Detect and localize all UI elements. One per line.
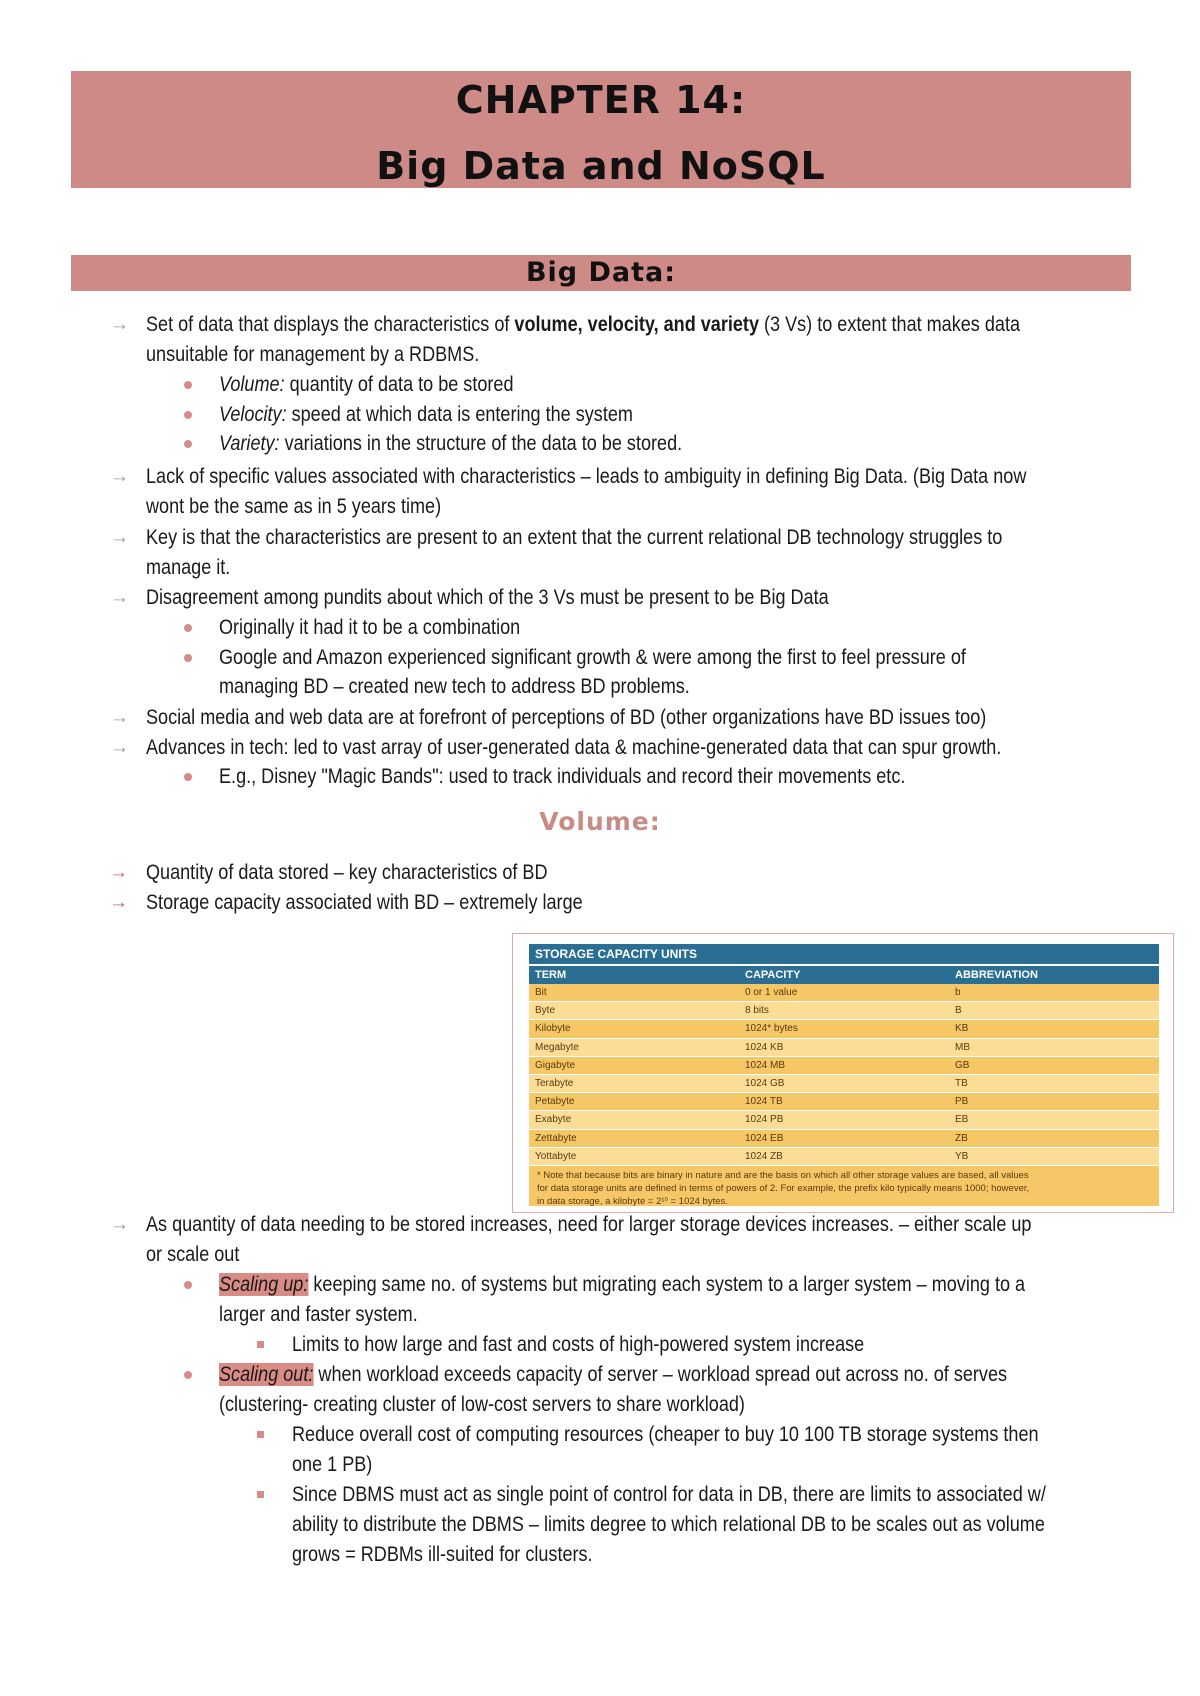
table-row: Yottabyte 1024 ZB YB	[529, 1148, 1159, 1166]
ambiguity-text: Lack of specific values associated with characteristics – leads to ambiguity in defining Big Data. (Big Data now	[146, 465, 1027, 488]
column-header-capacity: CAPACITY	[745, 969, 801, 981]
advances-text: Advances in tech: led to vast array of user-generated data & machine-generated data that can spur growth.	[146, 736, 1002, 759]
scaling-out-sub-1: Reduce overall cost of computing resources (cheaper to buy 10 100 TB storage systems then	[292, 1423, 1039, 1446]
arrow-bullet-icon: →	[109, 892, 128, 913]
bullet-icon	[184, 440, 192, 448]
big-data-heading: Big Data:	[71, 255, 1131, 291]
arrow-bullet-icon: →	[110, 527, 129, 548]
scaling-up-sub-1: Limits to how large and fast and costs of high-powered system increase	[292, 1333, 865, 1356]
volume-item: Volume: quantity of data to be stored	[219, 373, 514, 396]
table-row: Byte 8 bits B	[529, 1002, 1159, 1020]
arrow-bullet-icon: →	[109, 862, 128, 883]
advances-sub-1: E.g., Disney "Magic Bands": used to track individuals and record their movements etc.	[219, 765, 906, 788]
table-title: STORAGE CAPACITY UNITS	[529, 944, 1159, 964]
big-data-definition-cont: unsuitable for management by a RDBMS.	[146, 343, 480, 366]
arrow-bullet-icon: →	[110, 314, 129, 335]
disagreement-sub-2: Google and Amazon experienced significant growth & were among the first to feel pressure of	[219, 646, 966, 669]
column-header-abbreviation: ABBREVIATION	[955, 969, 1038, 981]
table-row: Zettabyte 1024 EB ZB	[529, 1130, 1159, 1148]
table-row: Petabyte 1024 TB PB	[529, 1093, 1159, 1111]
column-header-term: TERM	[535, 969, 567, 981]
arrow-bullet-icon: →	[110, 587, 129, 608]
key-characteristics-text: Key is that the characteristics are present to an extent that the current relational DB technology struggles to	[146, 526, 1003, 549]
square-bullet-icon	[257, 1341, 264, 1348]
variety-item: Variety: variations in the structure of the data to be stored.	[219, 432, 683, 455]
velocity-item: Velocity: speed at which data is entering the system	[219, 403, 633, 426]
arrow-bullet-icon: →	[110, 466, 129, 487]
table-row: Kilobyte 1024* bytes KB	[529, 1020, 1159, 1038]
bullet-icon	[184, 654, 192, 662]
arrow-bullet-icon: →	[110, 707, 129, 728]
key-characteristics-text-cont: manage it.	[146, 556, 231, 579]
disagreement-sub-1: Originally it had it to be a combination	[219, 616, 521, 639]
volume-point-1: Quantity of data stored – key characteristics of BD	[146, 861, 548, 884]
scale-text-cont: or scale out	[146, 1243, 240, 1266]
chapter-title: Big Data and NoSQL	[376, 144, 826, 188]
table-row: Exabyte 1024 PB EB	[529, 1111, 1159, 1129]
scaling-out-sub-2-cont-2: grows = RDBMs ill-suited for clusters.	[292, 1543, 593, 1566]
scaling-up-item: Scaling up: keeping same no. of systems but migrating each system to a larger system – moving to a	[219, 1273, 1026, 1296]
table-row: Terabyte 1024 GB TB	[529, 1075, 1159, 1093]
chapter-number: CHAPTER 14:	[455, 78, 747, 122]
arrow-bullet-icon: →	[110, 737, 129, 758]
scaling-out-item-cont: (clustering- creating cluster of low-cost servers to share workload)	[219, 1393, 745, 1416]
bullet-icon	[184, 624, 192, 632]
arrow-bullet-icon: →	[110, 1214, 129, 1235]
scaling-out-item: Scaling out: when workload exceeds capacity of server – workload spread out across no. of serves	[219, 1363, 1008, 1386]
chapter-title-box	[71, 71, 1131, 188]
square-bullet-icon	[257, 1491, 264, 1498]
scale-text: As quantity of data needing to be stored increases, need for larger storage devices increases. – either scale up	[146, 1213, 1032, 1236]
table-row: Bit 0 or 1 value b	[529, 984, 1159, 1002]
volume-point-2: Storage capacity associated with BD – extremely large	[146, 891, 583, 914]
bullet-icon	[184, 1281, 192, 1289]
bullet-icon	[184, 1371, 192, 1379]
table-row: Megabyte 1024 KB MB	[529, 1039, 1159, 1057]
scaling-out-sub-1-cont: one 1 PB)	[292, 1453, 373, 1476]
ambiguity-text-cont: wont be the same as in 5 years time)	[146, 495, 442, 518]
volume-heading: Volume:	[539, 807, 661, 836]
disagreement-sub-2-cont: managing BD – created new tech to address BD problems.	[219, 675, 690, 698]
table-row: Gigabyte 1024 MB GB	[529, 1057, 1159, 1075]
scaling-up-item-cont: larger and faster system.	[219, 1303, 418, 1326]
big-data-definition: Set of data that displays the characteristics of volume, velocity, and variety (3 Vs) to extent that makes data	[146, 313, 1021, 336]
bullet-icon	[184, 773, 192, 781]
table-footnote: * Note that because bits are binary in nature and are the basis on which all other storage values are based, all values for data storage units are defined in terms of powers of 2. For example, the prefix kilo typically means 1000; however, in data storage, a kilobyte = 2¹⁰ = 1024 bytes.	[529, 1166, 1159, 1206]
square-bullet-icon	[257, 1431, 264, 1438]
table-header-row	[529, 966, 1159, 984]
disagreement-text: Disagreement among pundits about which of the 3 Vs must be present to be Big Data	[146, 586, 829, 609]
scaling-out-sub-2-cont: ability to distribute the DBMS – limits degree to which relational DB to be scales out as volume	[292, 1513, 1045, 1536]
scaling-out-sub-2: Since DBMS must act as single point of control for data in DB, there are limits to associated w/	[292, 1483, 1046, 1506]
storage-capacity-figure	[512, 933, 1174, 1213]
bullet-icon	[184, 381, 192, 389]
bullet-icon	[184, 411, 192, 419]
social-media-text: Social media and web data are at forefront of perceptions of BD (other organizations have BD issues too)	[146, 706, 987, 729]
storage-capacity-table	[529, 944, 1159, 1206]
